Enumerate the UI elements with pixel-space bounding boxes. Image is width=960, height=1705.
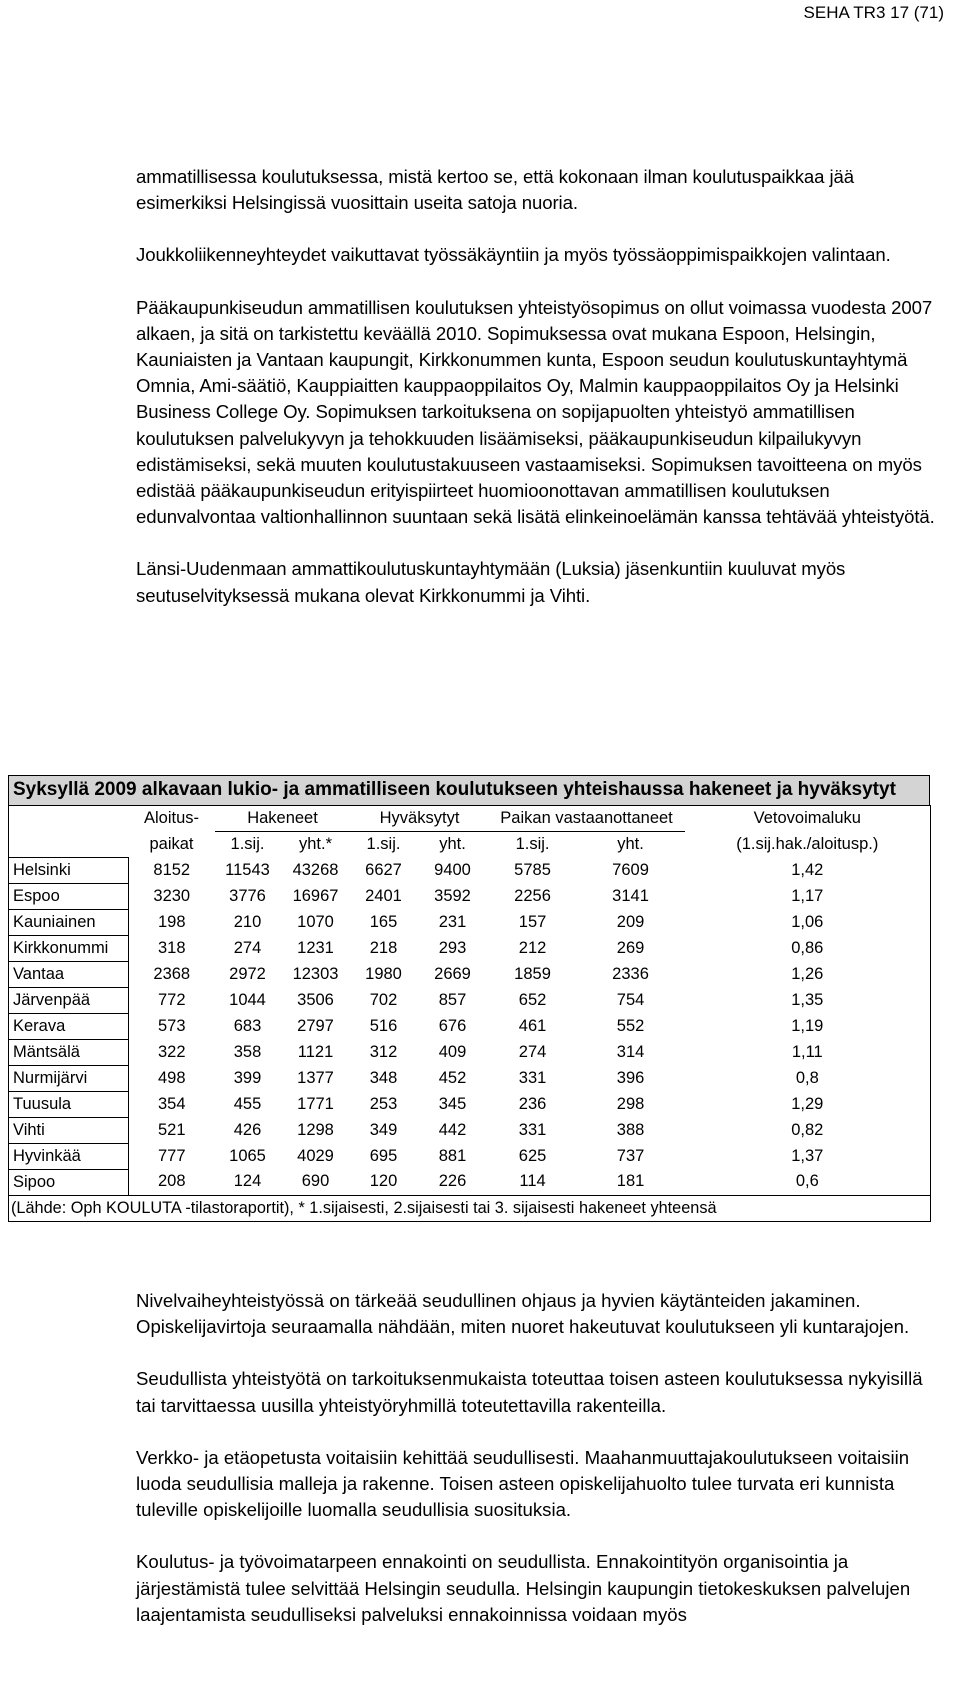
sub-header: 1.sij.	[366, 835, 401, 853]
table-row	[9, 987, 931, 1013]
table-cell: 210	[233, 912, 262, 931]
table-cell: 349	[369, 1120, 398, 1139]
table-cell: 1,42	[685, 857, 931, 883]
table-cell: 209	[616, 912, 645, 931]
table-cell: 212	[518, 938, 547, 957]
col-vetovoimaluku-header: Vetovoimaluku	[685, 806, 931, 832]
table-cell: 388	[616, 1120, 645, 1139]
table-row	[9, 1091, 931, 1117]
row-label: Espoo	[9, 883, 129, 909]
table-body	[9, 857, 931, 1195]
table-cell: 1121	[297, 1042, 334, 1061]
table-cell: 43268	[292, 860, 339, 879]
table-row	[9, 1013, 931, 1039]
table-cell: 6627	[365, 860, 402, 879]
table-cell: 0,8	[685, 1065, 931, 1091]
table-cell: 1771	[297, 1094, 334, 1113]
table-cell: 274	[518, 1042, 547, 1061]
table-cell: 274	[233, 938, 262, 957]
table-cell: 3230	[153, 886, 191, 905]
table-cell: 690	[301, 1172, 330, 1191]
row-label: Kirkkonummi	[9, 935, 129, 961]
table-cell: 676	[438, 1016, 467, 1035]
table-cell: 1,17	[685, 883, 931, 909]
table-title: Syksyllä 2009 alkavaan lukio- ja ammatilliseen koulutukseen yhteishaussa hakeneet ja hyväksytyt	[8, 775, 930, 805]
table-cell: 322	[157, 1042, 186, 1061]
table-cell: 331	[518, 1068, 547, 1087]
table-cell: 426	[233, 1120, 262, 1139]
table-cell: 11543	[225, 860, 270, 879]
table-cell: 298	[616, 1094, 645, 1113]
table-cell: 5785	[514, 860, 551, 879]
table-cell: 120	[369, 1172, 398, 1191]
row-label: Vihti	[9, 1117, 129, 1143]
table-cell: 695	[369, 1146, 398, 1165]
table-row	[9, 883, 931, 909]
table-cell: 0,6	[685, 1169, 931, 1195]
table-row	[9, 857, 931, 883]
paragraph: Pääkaupunkiseudun ammatillisen koulutuksen yhteistyösopimus on ollut voimassa vuodesta 2007 alkaen, ja sitä on tarkistettu keväällä 2010. Sopimuksessa ovat mukana Espoon, Helsingin, Kauniaisten ja Vantaan kaupungit, Kirkkonummen kunta, Espoon seudun koulutuskuntayhtymä Omnia, Ami-säätiö, Kauppiaitten kauppaoppilaitos Oy, Malmin kauppaoppilaitos Oy ja Helsinki Business College Oy. Sopimuksen tarkoituksena on sopijapuolten yhteistyö ammatillisen koulutuksen palvelukyvyn ja tehokkuuden lisäämiseksi, pääkaupunkiseudun kilpailukyvyn edistämiseksi, sekä muuten koulutustakuuseen vastaamiseksi. Sopimuksen tavoitteena on myös edistää pääkaupunkiseudun erityispiirteet huomioonottavan ammatillisen koulutuksen edunvalvontaa valtionhallinnon suuntaan sekä lisätä elinkeinoelämän kanssa tehtävää yhteistyötä.	[136, 296, 935, 528]
table-cell: 3776	[229, 886, 266, 905]
table-row	[9, 961, 931, 987]
table-row	[9, 1143, 931, 1169]
paragraph: Nivelvaiheyhteistyössä on tärkeää seudullinen ohjaus ja hyvien käytänteiden jakaminen. Opiskelijavirtoja seuraamalla nähdään, miten nuoret hakeutuvat koulutukseen yli kuntarajojen.	[136, 1290, 910, 1338]
table-cell: 269	[616, 938, 645, 957]
table-cell: 652	[518, 990, 547, 1009]
table-cell: 1044	[229, 990, 266, 1009]
table-cell: 683	[233, 1016, 262, 1035]
table-cell: 399	[233, 1068, 262, 1087]
table-source-row	[9, 1195, 931, 1221]
row-label: Helsinki	[9, 857, 129, 883]
table-cell: 4029	[297, 1146, 334, 1165]
table-cell: 9400	[434, 860, 471, 879]
body-text-top	[136, 164, 936, 635]
col-paikan-vastaanottaneet-header: Paikan vastaanottaneet	[489, 806, 685, 832]
table-cell: 2972	[229, 964, 266, 983]
row-label: Hyvinkää	[9, 1143, 129, 1169]
sub-header: yht.	[617, 835, 644, 853]
col-hyvaksytyt-header: Hyväksytyt	[351, 806, 489, 832]
table-cell: 0,86	[685, 935, 931, 961]
table-row	[9, 1169, 931, 1195]
table-cell: 1377	[297, 1068, 334, 1087]
paragraph: Verkko- ja etäopetusta voitaisiin kehittää seudullisesti. Maahanmuuttajakoulutukseen voitaisiin luoda seudullisia malleja ja rakenne. Toisen asteen opiskelijahuolto tulee turvata eri kunnista tuleville opiskelijoille luomalla seudullisia suosituksia.	[136, 1446, 910, 1521]
sub-header: yht.*	[298, 835, 333, 853]
table-row	[9, 1117, 931, 1143]
table-cell: 2336	[612, 964, 649, 983]
paragraph: Seudullista yhteistyötä on tarkoituksenmukaista toteuttaa toisen asteen koulutuksessa nykyisillä tai tarvittaessa uusilla yhteistyöryhmillä toteutettavilla rakenteilla.	[136, 1368, 923, 1416]
table-cell: 3592	[434, 886, 471, 905]
row-label: Vantaa	[9, 961, 129, 987]
table-cell: 318	[157, 938, 186, 957]
table-cell: 1,35	[685, 987, 931, 1013]
sub-header: 1.sij.	[230, 835, 265, 853]
table-cell: 314	[616, 1042, 645, 1061]
table-cell: 573	[157, 1016, 186, 1035]
table-cell: 1,37	[685, 1143, 931, 1169]
row-label: Tuusula	[9, 1091, 129, 1117]
row-label: Sipoo	[9, 1169, 129, 1195]
applicants-table	[8, 805, 931, 1222]
row-label: Kerava	[9, 1013, 129, 1039]
table-subheader-row	[9, 832, 931, 858]
table-cell: 777	[157, 1146, 186, 1165]
page-label: SEHA TR3 17 (71)	[803, 3, 944, 22]
table-cell: 552	[616, 1016, 645, 1035]
table-cell: 181	[616, 1172, 645, 1191]
table-cell: 7609	[612, 860, 649, 879]
table-cell: 226	[438, 1172, 467, 1191]
table-cell: 409	[438, 1042, 467, 1061]
table-cell: 231	[438, 912, 467, 931]
table-cell: 16967	[292, 886, 339, 905]
table-cell: 165	[369, 912, 398, 931]
table-cell: 498	[157, 1068, 186, 1087]
table-cell: 396	[616, 1068, 645, 1087]
paragraph: Länsi-Uudenmaan ammattikoulutuskuntayhtymään (Luksia) jäsenkuntiin kuuluvat myös seutuselvityksessä mukana olevat Kirkkonummi ja Vihti.	[136, 558, 846, 606]
table-row	[9, 935, 931, 961]
table-cell: 737	[616, 1146, 645, 1165]
table-cell: 1065	[229, 1146, 266, 1165]
table-cell: 455	[233, 1094, 262, 1113]
row-label: Kauniainen	[9, 909, 129, 935]
table-cell: 881	[438, 1146, 467, 1165]
row-label: Nurmijärvi	[9, 1065, 129, 1091]
table-cell: 358	[233, 1042, 262, 1061]
table-cell: 0,82	[685, 1117, 931, 1143]
sub-header: yht.	[439, 835, 466, 853]
table-cell: 157	[518, 912, 547, 931]
table-cell: 208	[157, 1172, 186, 1191]
table-cell: 354	[157, 1094, 186, 1113]
paragraph: Joukkoliikenneyhteydet vaikuttavat työssäkäyntiin ja myös työssäoppimispaikkojen valintaan.	[136, 244, 891, 266]
table-cell: 1980	[365, 964, 402, 983]
table-cell: 293	[438, 938, 467, 957]
table-cell: 1,11	[685, 1039, 931, 1065]
table-row	[9, 909, 931, 935]
col-aloituspaikat-header: Aloitus-	[129, 806, 215, 832]
table-cell: 452	[438, 1068, 467, 1087]
table-cell: 516	[369, 1016, 398, 1035]
table-cell: 312	[369, 1042, 398, 1061]
table-source-note: (Lähde: Oph KOULUTA -tilastoraportit), * 1.sijaisesti, 2.sijaisesti tai 3. sijaisesti hakeneet yhteensä	[9, 1195, 931, 1221]
table-cell: 625	[518, 1146, 547, 1165]
col-vetovoimaluku-header-line2: (1.sij.hak./aloitusp.)	[685, 832, 931, 858]
table-cell: 2256	[514, 886, 551, 905]
paragraph: ammatillisessa koulutuksessa, mistä kertoo se, että kokonaan ilman koulutuspaikkaa jää esimerkiksi Helsingissä vuosittain useita satoja nuoria.	[136, 166, 854, 214]
table-cell: 1,19	[685, 1013, 931, 1039]
table-cell: 12303	[292, 964, 339, 983]
table-cell: 348	[369, 1068, 398, 1087]
table-cell: 198	[157, 912, 186, 931]
table-cell: 1231	[297, 938, 334, 957]
table-cell: 2797	[297, 1016, 334, 1035]
paragraph: Koulutus- ja työvoimatarpeen ennakointi on seudullista. Ennakointityön organisointia ja järjestämistä tulee selvittää Helsingin seudulla. Helsingin kaupungin tietokeskuksen palvelujen laajentamista seudulliseksi palveluksi ennakoinnissa voidaan myös	[136, 1551, 911, 1625]
table-cell: 2401	[365, 886, 402, 905]
table-cell: 1,06	[685, 909, 931, 935]
table-cell: 754	[616, 990, 645, 1009]
table-cell: 2368	[153, 964, 191, 983]
table-cell: 702	[369, 990, 398, 1009]
table-cell: 114	[519, 1172, 546, 1191]
table-cell: 3141	[612, 886, 649, 905]
col-aloituspaikat-header-line2: paikat	[149, 834, 194, 853]
table-cell: 331	[518, 1120, 547, 1139]
table-cell: 2669	[434, 964, 471, 983]
table-cell: 442	[438, 1120, 467, 1139]
table-row	[9, 1039, 931, 1065]
table-cell: 1,29	[685, 1091, 931, 1117]
row-label: Järvenpää	[9, 987, 129, 1013]
table-cell: 218	[369, 938, 398, 957]
applicants-table-section	[8, 775, 930, 1222]
row-label: Mäntsälä	[9, 1039, 129, 1065]
table-cell: 521	[157, 1120, 186, 1139]
table-row	[9, 1065, 931, 1091]
table-cell: 1070	[297, 912, 334, 931]
table-cell: 461	[518, 1016, 547, 1035]
table-cell: 1298	[297, 1120, 334, 1139]
table-cell: 8152	[153, 860, 191, 879]
table-header-row	[9, 806, 931, 832]
table-cell: 1,26	[685, 961, 931, 987]
sub-header: 1.sij.	[515, 835, 550, 853]
page-header	[0, 0, 960, 26]
body-text-bottom	[136, 1288, 936, 1654]
table-cell: 236	[518, 1094, 547, 1113]
col-hakeneet-header: Hakeneet	[215, 806, 351, 832]
table-cell: 857	[438, 990, 467, 1009]
table-cell: 772	[157, 990, 186, 1009]
table-cell: 253	[369, 1094, 398, 1113]
table-cell: 345	[438, 1094, 467, 1113]
table-cell: 3506	[297, 990, 334, 1009]
table-cell: 1859	[514, 964, 551, 983]
table-cell: 124	[233, 1172, 262, 1191]
